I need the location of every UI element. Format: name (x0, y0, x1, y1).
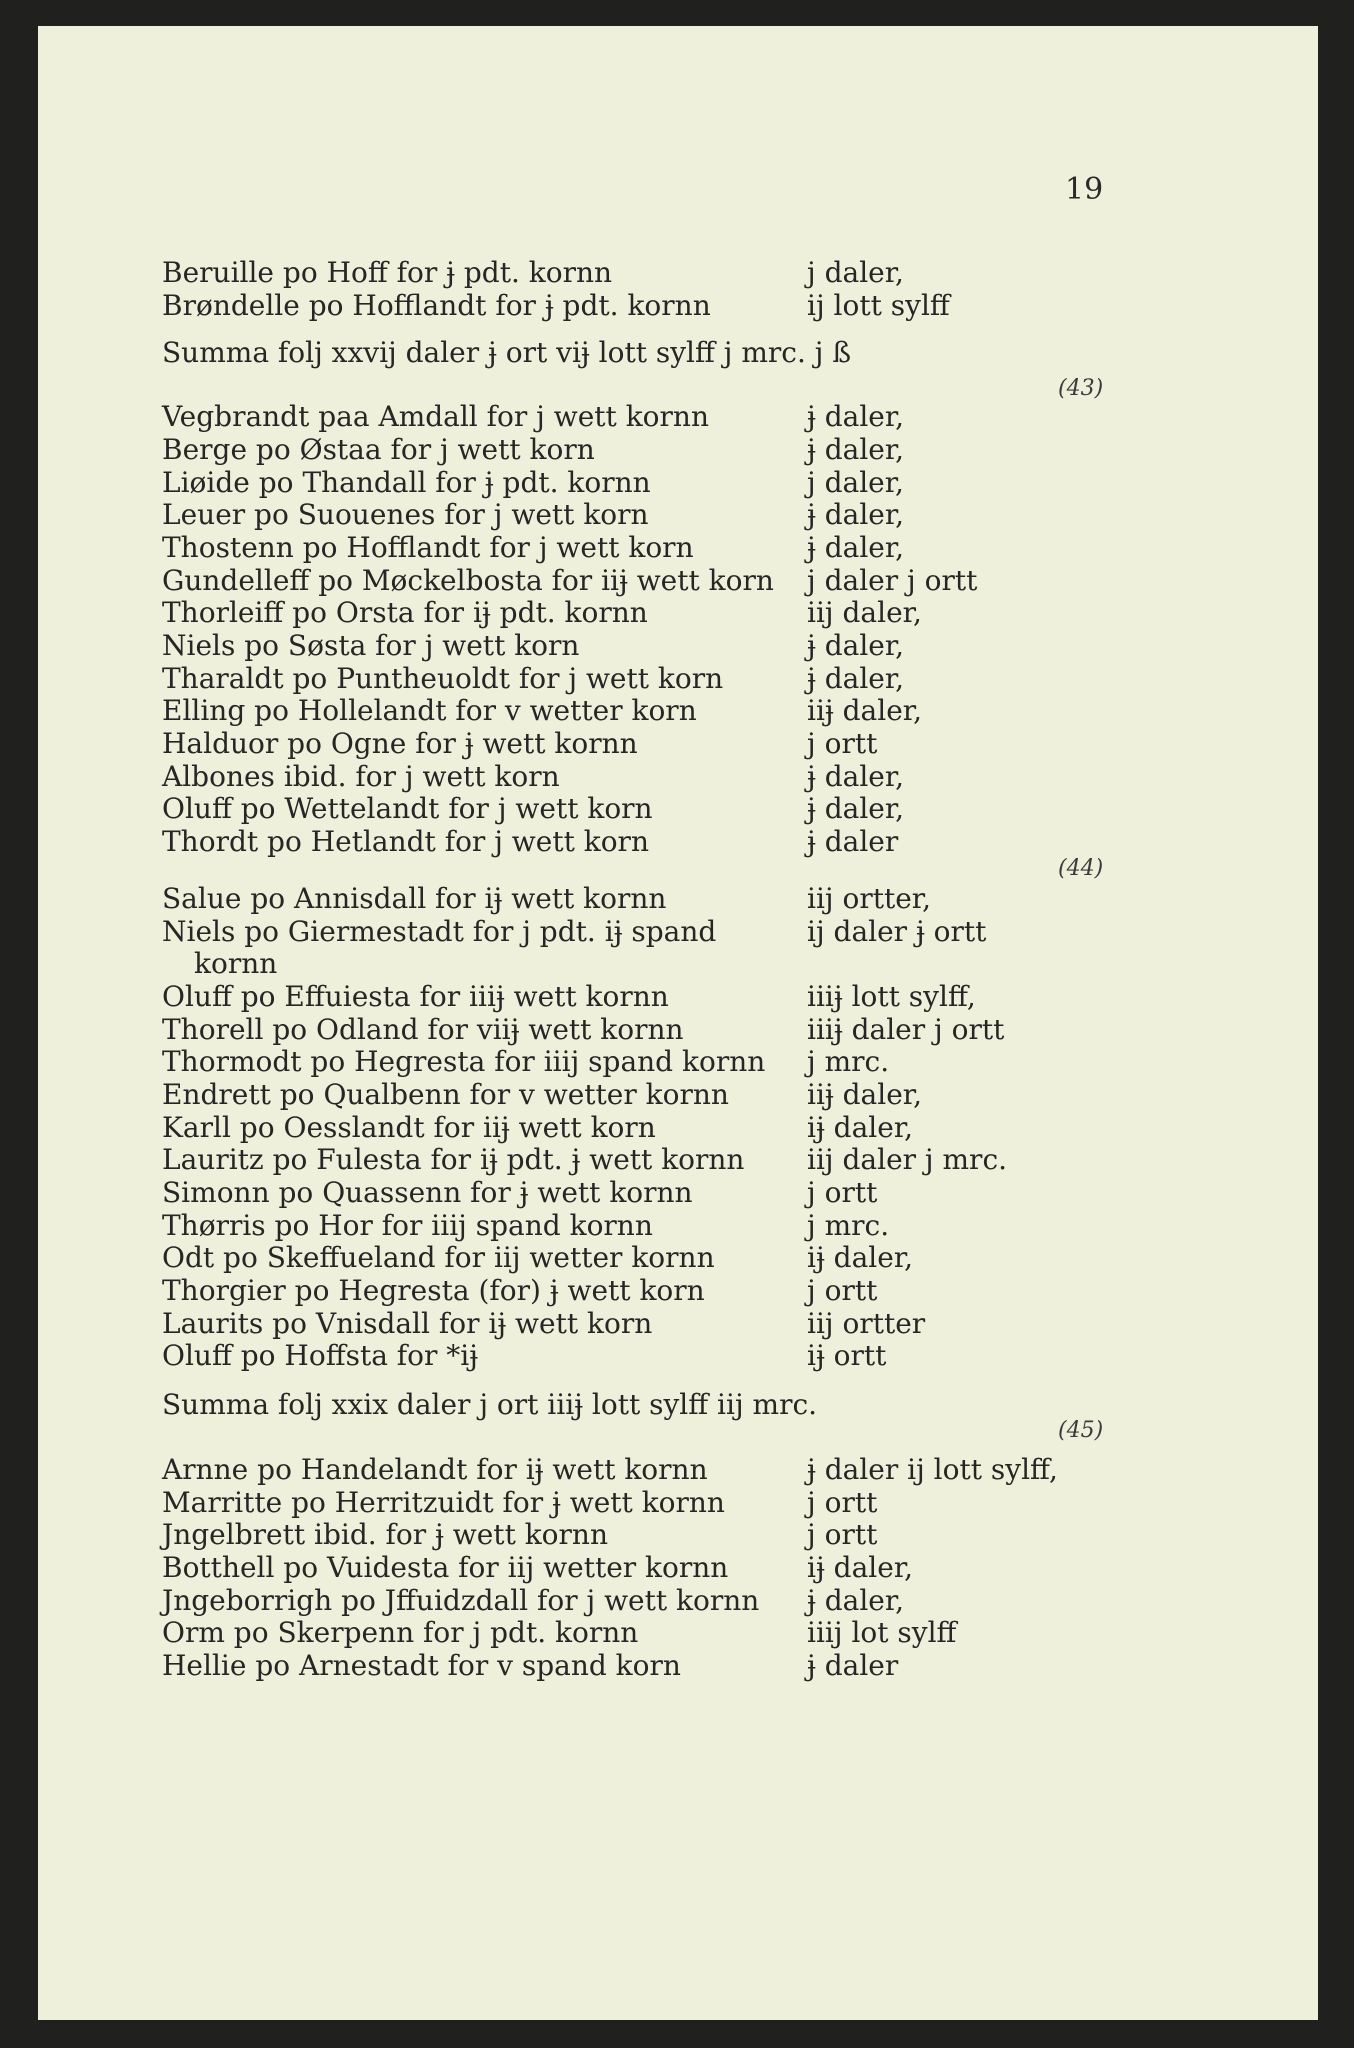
ledger-row (162, 947, 1162, 980)
entry-amount: j ortt (807, 1518, 878, 1551)
entry-text: Orm po Skerpenn for j pdt. kornn (162, 1616, 639, 1649)
entry-amount: iiɉ daler, (807, 694, 922, 727)
entry-amount: iij ortter, (807, 882, 932, 915)
ledger-row (162, 1518, 1162, 1551)
ledger-row (162, 564, 1162, 597)
entry-amount: ɉ daler, (807, 662, 905, 695)
entry-amount: iɉ ortt (807, 1339, 887, 1372)
entry-text: Tharaldt po Puntheuoldt for j wett korn (162, 662, 724, 695)
entry-amount: j daler, (807, 466, 904, 499)
ledger-row (162, 1551, 1162, 1584)
ledger-row (162, 596, 1162, 629)
ledger-row (162, 1453, 1162, 1486)
entry-amount: ij daler ɉ ortt (807, 915, 987, 948)
section-marker: (44) (1058, 856, 1104, 881)
entry-amount: j ortt (807, 1274, 878, 1307)
ledger-row (162, 1616, 1162, 1649)
entry-text: Albones ibid. for j wett korn (162, 760, 560, 793)
entry-amount: ɉ daler, (807, 1584, 905, 1617)
entry-amount: iiiɉ lott sylff, (807, 980, 976, 1013)
entry-amount: iiɉ daler, (807, 1078, 922, 1111)
entry-text: Arnne po Handelandt for iɉ wett kornn (162, 1453, 708, 1486)
entry-text: Jngelbrett ibid. for ɉ wett kornn (162, 1518, 608, 1551)
entry-text: Oluff po Effuiesta for iiiɉ wett kornn (162, 980, 669, 1013)
ledger-row (162, 1143, 1162, 1176)
entry-text: Leuer po Suouenes for j wett korn (162, 498, 649, 531)
entry-amount: iɉ daler, (807, 1111, 914, 1144)
entry-amount: j ortt (807, 1176, 878, 1209)
entry-amount: iɉ daler, (807, 1241, 914, 1274)
ledger-row (162, 760, 1162, 793)
ledger-row (162, 531, 1162, 564)
entry-text: Halduor po Ogne for ɉ wett kornn (162, 727, 638, 760)
entry-text: Thorell po Odland for viiɉ wett kornn (162, 1013, 684, 1046)
entry-amount: ɉ daler, (807, 531, 905, 564)
ledger-row (162, 825, 1162, 858)
ledger-row (162, 1274, 1162, 1307)
entry-text: Thorleiff po Orsta for iɉ pdt. kornn (162, 596, 648, 629)
ledger-row (162, 727, 1162, 760)
entry-text: Beruille po Hoff for ɉ pdt. kornn (162, 256, 613, 289)
ledger-row (162, 915, 1162, 948)
ledger-row (162, 498, 1162, 531)
entry-amount: ɉ daler, (807, 400, 905, 433)
entry-text: kornn (194, 947, 278, 980)
summa-line: Summa folj xxvij daler ɉ ort viɉ lott sylff j mrc. j ß (162, 336, 852, 369)
entry-text: Thordt po Hetlandt for j wett korn (162, 825, 649, 858)
entry-amount: j mrc. (807, 1209, 890, 1242)
entry-text: Hellie po Arnestadt for v spand korn (162, 1649, 681, 1682)
ledger-row (162, 400, 1162, 433)
entry-amount: j ortt (807, 1486, 878, 1519)
entry-text: Odt po Skeffueland for iij wetter kornn (162, 1241, 715, 1274)
entry-text: Marritte po Herritzuidt for ɉ wett kornn (162, 1486, 725, 1519)
entry-amount: ɉ daler (807, 1649, 899, 1682)
section-marker: (45) (1058, 1418, 1104, 1443)
entry-amount: ɉ daler, (807, 433, 905, 466)
ledger-row (162, 792, 1162, 825)
entry-amount: iij ortter (807, 1307, 926, 1340)
ledger-row (162, 1209, 1162, 1242)
entry-amount: ɉ daler, (807, 498, 905, 531)
entry-text: Thørris po Hor for iiij spand kornn (162, 1209, 653, 1242)
entry-amount: ɉ daler, (807, 629, 905, 662)
ledger-row (162, 1649, 1162, 1682)
ledger-row (162, 1013, 1162, 1046)
entry-amount: iiiɉ daler j ortt (807, 1013, 1005, 1046)
ledger-row (162, 662, 1162, 695)
page-number: 19 (1065, 172, 1104, 207)
entry-amount: iij daler, (807, 596, 922, 629)
ledger-row (162, 1241, 1162, 1274)
ledger-row (162, 1339, 1162, 1372)
ledger-row (162, 289, 1162, 322)
entry-amount: j daler, (807, 256, 904, 289)
entry-text: Berge po Østaa for j wett korn (162, 433, 595, 466)
entry-text: Gundelleff po Møckelbosta for iiɉ wett korn (162, 564, 774, 597)
entry-amount: ɉ daler ij lott sylff, (807, 1453, 1058, 1486)
entry-text: Jngeborrigh po Jffuidzdall for j wett kornn (162, 1584, 760, 1617)
entry-text: Vegbrandt paa Amdall for j wett kornn (162, 400, 709, 433)
summa-line: Summa folj xxix daler j ort iiiɉ lott sylff iij mrc. (162, 1388, 818, 1421)
entry-text: Karll po Oesslandt for iiɉ wett korn (162, 1111, 656, 1144)
entry-text: Liøide po Thandall for ɉ pdt. kornn (162, 466, 651, 499)
entry-amount: ɉ daler, (807, 792, 905, 825)
ledger-row (162, 1307, 1162, 1340)
ledger-row (162, 466, 1162, 499)
entry-text: Niels po Søsta for j wett korn (162, 629, 580, 662)
entry-amount: iij daler j mrc. (807, 1143, 1008, 1176)
entry-text: Thorgier po Hegresta (for) ɉ wett korn (162, 1274, 705, 1307)
ledger-row (162, 882, 1162, 915)
entry-text: Salue po Annisdall for iɉ wett kornn (162, 882, 667, 915)
entry-text: Lauritz po Fulesta for iɉ pdt. ɉ wett kornn (162, 1143, 745, 1176)
entry-text: Niels po Giermestadt for j pdt. iɉ spand (162, 915, 717, 948)
entry-amount: iiij lot sylff (807, 1616, 957, 1649)
ledger-row (162, 1584, 1162, 1617)
entry-text: Laurits po Vnisdall for iɉ wett korn (162, 1307, 653, 1340)
entry-text: Elling po Hollelandt for v wetter korn (162, 694, 697, 727)
entry-amount: ɉ daler (807, 825, 899, 858)
ledger-row (162, 256, 1162, 289)
ledger-row (162, 694, 1162, 727)
entry-text: Simonn po Quassenn for ɉ wett kornn (162, 1176, 693, 1209)
entry-amount: iɉ daler, (807, 1551, 914, 1584)
ledger-row (162, 1486, 1162, 1519)
entry-text: Oluff po Wettelandt for j wett korn (162, 792, 653, 825)
entry-amount: ij lott sylff (807, 289, 950, 322)
entry-text: Oluff po Hoffsta for *iɉ (162, 1339, 479, 1372)
entry-amount: j daler j ortt (807, 564, 978, 597)
ledger-row (162, 433, 1162, 466)
entry-text: Brøndelle po Hofflandt for ɉ pdt. kornn (162, 289, 711, 322)
entry-text: Thostenn po Hofflandt for j wett korn (162, 531, 694, 564)
entry-text: Thormodt po Hegresta for iiij spand kornn (162, 1045, 766, 1078)
entry-text: Endrett po Qualbenn for v wetter kornn (162, 1078, 729, 1111)
entry-amount: j mrc. (807, 1045, 890, 1078)
section-marker: (43) (1058, 376, 1104, 401)
ledger-row (162, 1111, 1162, 1144)
ledger-row (162, 629, 1162, 662)
ledger-row (162, 1045, 1162, 1078)
entry-text: Botthell po Vuidesta for iij wetter kornn (162, 1551, 729, 1584)
entry-amount: ɉ daler, (807, 760, 905, 793)
ledger-row (162, 1176, 1162, 1209)
ledger-row (162, 1078, 1162, 1111)
ledger-row (162, 980, 1162, 1013)
entry-amount: j ortt (807, 727, 878, 760)
